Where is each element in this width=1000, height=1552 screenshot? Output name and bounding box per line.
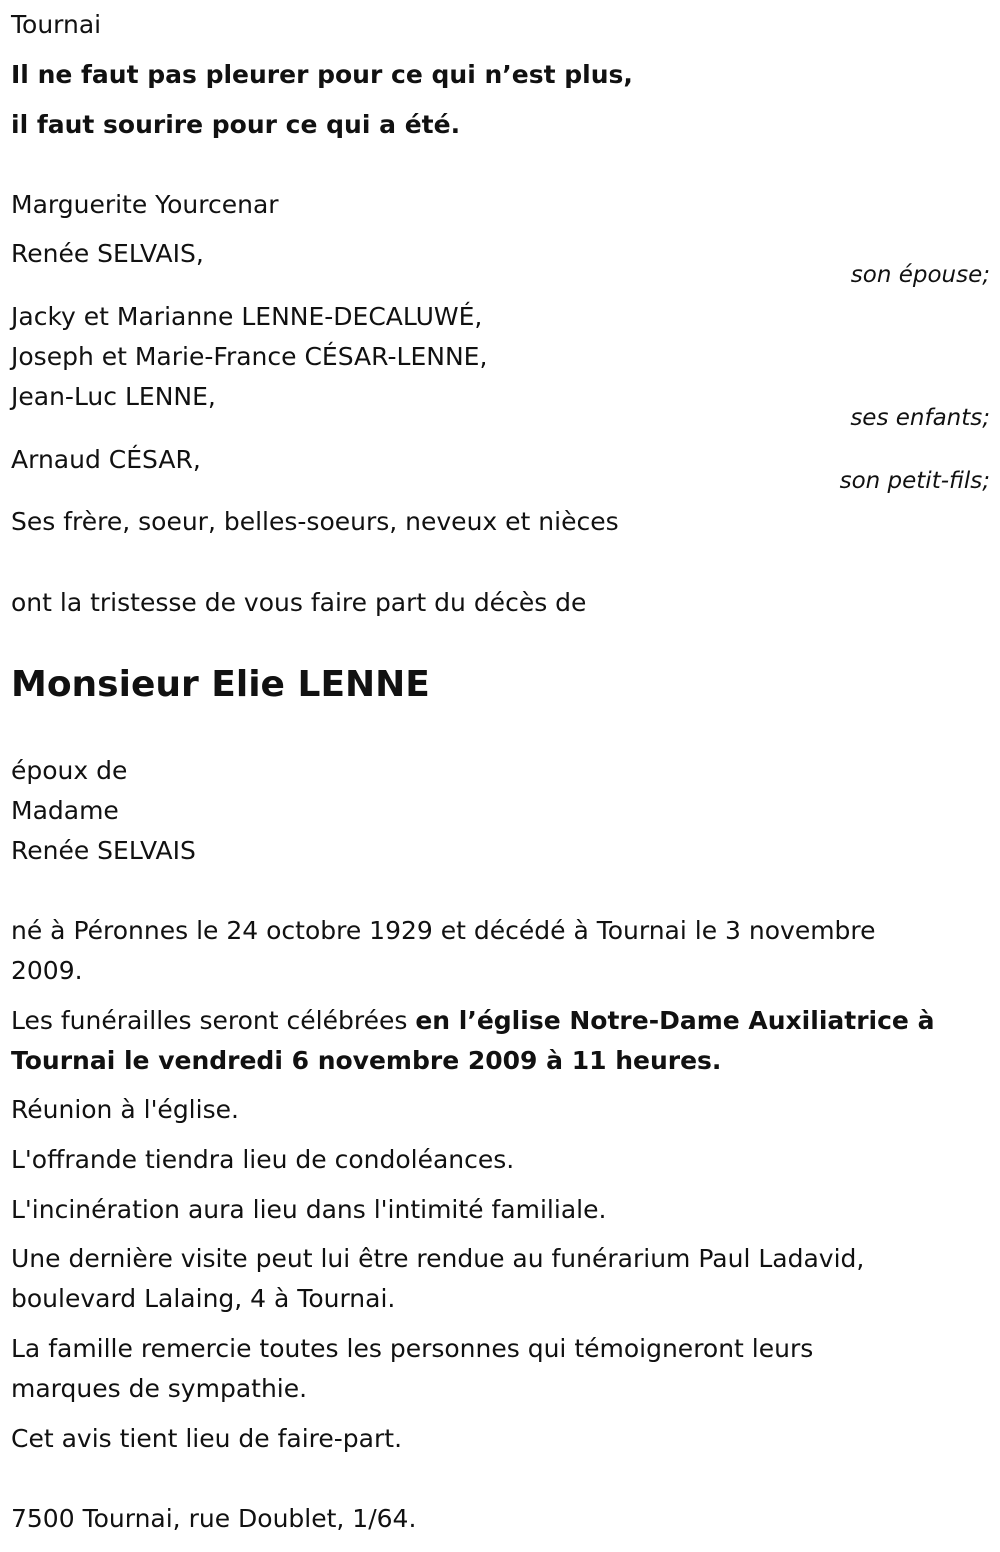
funeral-pre: Les funérailles seront célébrées [11,1006,416,1035]
funeral-line-1 [11,1001,934,1041]
thanks-line-2: marques de sympathie. [11,1374,308,1403]
visit-line-1: Une dernière visite peut lui être rendue au funérarium Paul Ladavid, [11,1244,865,1273]
children-role: ses enfants; [850,405,990,431]
birth-line-2: 2009. [11,956,83,985]
husband-of-1: époux de [11,756,128,785]
husband-of-2: Madame [11,796,119,825]
thanks-line-1: La famille remercie toutes les personnes qui témoigneront leurs [11,1334,814,1363]
child-1: Jacky et Marianne LENNE-DECALUWÉ, [11,302,483,331]
birth-line-1: né à Péronnes le 24 octobre 1929 et décédé à Tournai le 3 novembre [11,916,876,945]
visit-line-2: boulevard Lalaing, 4 à Tournai. [11,1284,396,1313]
quote-author: Marguerite Yourcenar [11,190,279,219]
offering: L'offrande tiendra lieu de condoléances. [11,1145,515,1174]
funeral-line-2: Tournai le vendredi 6 novembre 2009 à 11 heures. [11,1046,722,1075]
cremation: L'incinération aura lieu dans l'intimité familiale. [11,1195,607,1224]
deceased-name: Monsieur Elie LENNE [11,664,430,705]
child-2: Joseph et Marie-France CÉSAR-LENNE, [11,342,488,371]
child-3: Jean-Luc LENNE, [11,382,216,411]
address: 7500 Tournai, rue Doublet, 1/64. [11,1504,417,1533]
funeral-bold-1: en l’église Notre-Dame Auxiliatrice à [415,1006,935,1035]
spouse-role: son épouse; [850,262,990,288]
city: Tournai [11,10,102,39]
meeting: Réunion à l'église. [11,1095,239,1124]
grandson-role: son petit-fils; [839,468,990,494]
quote-line-1: Il ne faut pas pleurer pour ce qui n’est plus, [11,60,633,89]
notice: Cet avis tient lieu de faire-part. [11,1424,403,1453]
husband-of-3: Renée SELVAIS [11,836,196,865]
quote-line-2: il faut sourire pour ce qui a été. [11,110,461,139]
siblings: Ses frère, soeur, belles-soeurs, neveux et nièces [11,507,619,536]
grandson: Arnaud CÉSAR, [11,445,201,474]
spouse: Renée SELVAIS, [11,239,204,268]
announcement: ont la tristesse de vous faire part du décès de [11,588,587,617]
